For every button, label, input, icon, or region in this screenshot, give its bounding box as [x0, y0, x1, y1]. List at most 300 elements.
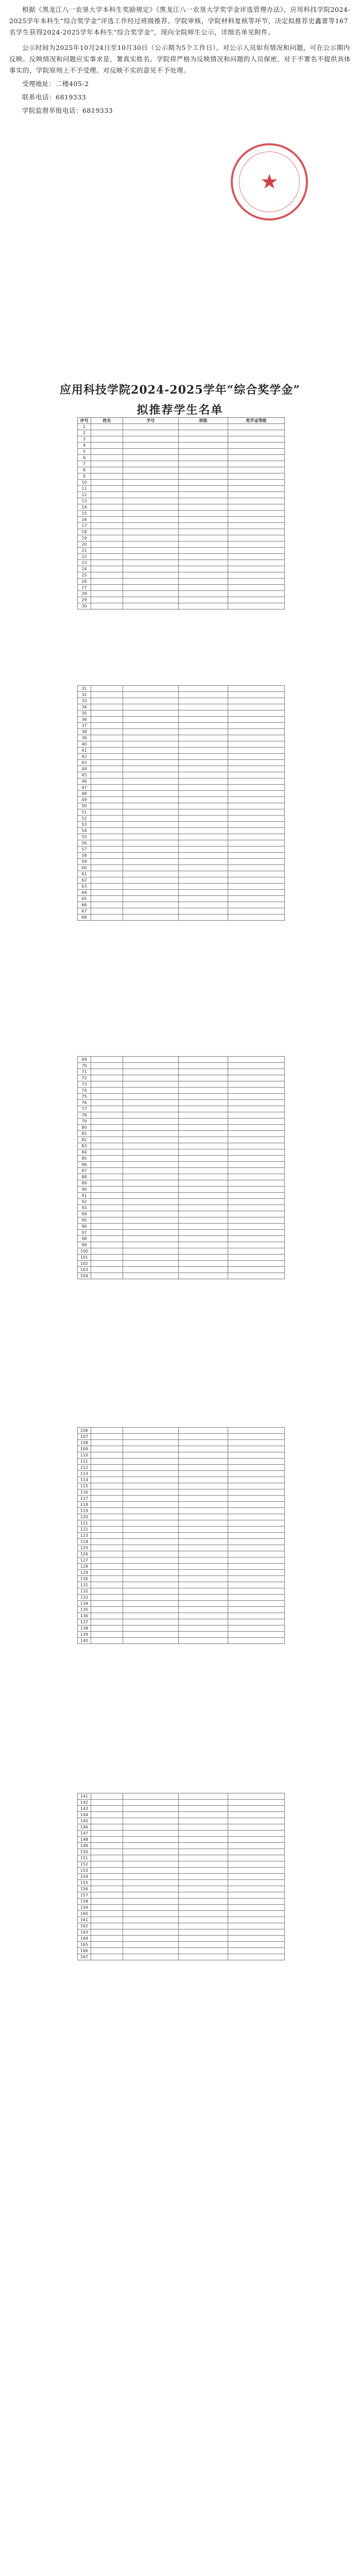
table-cell	[91, 846, 123, 853]
table-cell	[91, 603, 123, 609]
table-cell	[91, 585, 123, 591]
row-number: 167	[78, 1954, 91, 1960]
table-cell	[91, 877, 123, 884]
table-cell	[228, 461, 285, 467]
row-number: 19	[78, 535, 91, 541]
table-cell	[91, 1545, 123, 1551]
table-cell	[228, 1199, 285, 1205]
table-cell	[91, 1582, 123, 1588]
table-cell	[123, 1168, 179, 1174]
table-cell	[228, 566, 285, 572]
table-row	[78, 1793, 285, 1800]
row-number: 66	[78, 902, 91, 908]
row-number: 83	[78, 1143, 91, 1149]
student-table	[77, 1427, 285, 1644]
table-row	[78, 1477, 285, 1483]
row-number: 38	[78, 729, 91, 735]
table-cell	[228, 1094, 285, 1100]
row-number: 62	[78, 877, 91, 884]
table-cell	[91, 896, 123, 902]
table-cell	[228, 591, 285, 597]
table-cell	[123, 1428, 179, 1434]
row-number: 97	[78, 1230, 91, 1236]
table-cell	[123, 473, 179, 480]
table-cell	[228, 1057, 285, 1063]
table-cell	[123, 1545, 179, 1551]
table-cell	[179, 1905, 228, 1911]
row-number: 56	[78, 840, 91, 846]
table-cell	[123, 1149, 179, 1156]
table-cell	[91, 523, 123, 529]
row-number: 41	[78, 748, 91, 754]
table-cell	[228, 1632, 285, 1638]
row-number: 73	[78, 1081, 91, 1088]
row-number: 17	[78, 523, 91, 529]
table-cell	[91, 480, 123, 486]
contact-address: 受理地址：二楼405-2	[22, 80, 89, 88]
table-row	[78, 1459, 285, 1465]
table-row	[78, 1570, 285, 1576]
table-row	[78, 1242, 285, 1248]
table-cell	[179, 871, 228, 877]
table-cell	[179, 1094, 228, 1100]
table-cell	[179, 710, 228, 717]
table-cell	[91, 1818, 123, 1824]
table-row	[78, 859, 285, 865]
table-cell	[123, 1812, 179, 1818]
table-cell	[228, 1100, 285, 1106]
row-number: 37	[78, 723, 91, 729]
table-cell	[123, 1483, 179, 1489]
table-row	[78, 1595, 285, 1601]
table-cell	[228, 541, 285, 548]
table-cell	[91, 717, 123, 723]
table-header-cell: 序号	[78, 418, 91, 424]
row-number: 71	[78, 1069, 91, 1075]
table-cell	[179, 461, 228, 467]
table-cell	[123, 430, 179, 436]
row-number: 113	[78, 1471, 91, 1477]
table-cell	[123, 754, 179, 760]
table-cell	[179, 748, 228, 754]
table-cell	[123, 1094, 179, 1100]
table-cell	[228, 846, 285, 853]
table-cell	[179, 1187, 228, 1193]
table-cell	[228, 778, 285, 785]
table-cell	[179, 1471, 228, 1477]
table-row	[78, 492, 285, 498]
table-cell	[179, 890, 228, 896]
table-row	[78, 1211, 285, 1217]
table-cell	[179, 1477, 228, 1483]
row-number: 114	[78, 1477, 91, 1483]
row-number: 64	[78, 890, 91, 896]
table-cell	[179, 1849, 228, 1855]
table-row	[78, 1081, 285, 1088]
table-row	[78, 1261, 285, 1267]
table-cell	[123, 1948, 179, 1954]
table-cell	[91, 865, 123, 871]
title-line-2: 拟推荐学生名单	[136, 403, 224, 417]
table-cell	[91, 1899, 123, 1905]
row-number: 13	[78, 498, 91, 504]
table-cell	[228, 890, 285, 896]
table-cell	[179, 1508, 228, 1514]
table-cell	[179, 698, 228, 704]
table-row	[78, 1199, 285, 1205]
notice-paragraph-1: 根据《黑龙江八一农垦大学本科生奖励规定》《黑龙江八一农垦大学奖学金评选管理办法》，应用科技学院2024-2025学年本科生“综合奖学金”评选工作经过班级推荐、学院审核，学院材料复核等环节，决定拟推荐史鑫蕾等167名学生获得2024-2025学年本科生“综合奖学金”，现向全院师生公示，详细名单见附件。	[9, 6, 351, 36]
table-cell	[123, 1273, 179, 1279]
table-cell	[228, 1880, 285, 1886]
table-cell	[91, 1942, 123, 1948]
table-cell	[179, 498, 228, 504]
table-cell	[179, 822, 228, 828]
table-cell	[123, 498, 179, 504]
row-number: 10	[78, 480, 91, 486]
row-number: 3	[78, 436, 91, 443]
student-table	[77, 685, 285, 921]
table-cell	[179, 1638, 228, 1644]
table-cell	[123, 1880, 179, 1886]
table-cell	[179, 486, 228, 492]
row-number: 140	[78, 1638, 91, 1644]
table-row	[78, 1557, 285, 1564]
table-row	[78, 840, 285, 846]
row-number: 89	[78, 1180, 91, 1187]
table-cell	[91, 597, 123, 603]
table-cell	[91, 772, 123, 778]
table-row	[78, 523, 285, 529]
table-cell	[228, 785, 285, 791]
row-number: 144	[78, 1812, 91, 1818]
table-cell	[123, 1211, 179, 1217]
table-row	[78, 1806, 285, 1812]
table-cell	[179, 1576, 228, 1582]
table-row	[78, 473, 285, 480]
table-cell	[91, 443, 123, 449]
row-number: 161	[78, 1917, 91, 1923]
table-cell	[179, 1514, 228, 1520]
table-cell	[91, 1106, 123, 1112]
table-row	[78, 772, 285, 778]
table-row	[78, 760, 285, 766]
table-cell	[179, 436, 228, 443]
table-cell	[123, 1471, 179, 1477]
table-cell	[123, 1174, 179, 1180]
table-cell	[179, 1440, 228, 1446]
table-cell	[179, 1874, 228, 1880]
table-cell	[123, 1452, 179, 1459]
row-number: 78	[78, 1112, 91, 1118]
table-cell	[123, 1874, 179, 1880]
table-cell	[123, 1230, 179, 1236]
table-cell	[123, 1824, 179, 1831]
table-row	[78, 1899, 285, 1905]
table-cell	[228, 1063, 285, 1069]
table-row	[78, 828, 285, 834]
table-cell	[91, 1168, 123, 1174]
table-cell	[228, 1217, 285, 1224]
table-cell	[123, 748, 179, 754]
table-cell	[179, 1248, 228, 1255]
table-row	[78, 1868, 285, 1874]
table-cell	[123, 729, 179, 735]
table-cell	[123, 1224, 179, 1230]
row-number: 92	[78, 1199, 91, 1205]
table-cell	[228, 1205, 285, 1211]
table-cell	[228, 1236, 285, 1242]
table-row	[78, 1446, 285, 1452]
table-cell	[91, 579, 123, 585]
row-number: 67	[78, 908, 91, 914]
table-cell	[91, 1806, 123, 1812]
table-cell	[228, 1118, 285, 1125]
table-row	[78, 1601, 285, 1607]
table-row	[78, 1434, 285, 1440]
table-cell	[91, 884, 123, 890]
row-number: 132	[78, 1588, 91, 1595]
table-cell	[179, 455, 228, 461]
table-cell	[179, 1831, 228, 1837]
row-number: 163	[78, 1929, 91, 1936]
table-cell	[228, 467, 285, 473]
table-cell	[179, 1137, 228, 1143]
table-cell	[179, 760, 228, 766]
table-row	[78, 816, 285, 822]
table-cell	[123, 859, 179, 865]
table-row	[78, 1520, 285, 1527]
table-cell	[228, 1131, 285, 1137]
table-cell	[123, 1800, 179, 1806]
table-cell	[91, 809, 123, 816]
student-table	[77, 1056, 285, 1279]
table-cell	[91, 1187, 123, 1193]
table-cell	[123, 853, 179, 859]
table-cell	[91, 735, 123, 741]
table-cell	[123, 1929, 179, 1936]
table-cell	[91, 1892, 123, 1899]
table-cell	[123, 1199, 179, 1205]
table-cell	[228, 1843, 285, 1849]
table-cell	[179, 1899, 228, 1905]
row-number: 45	[78, 772, 91, 778]
table-cell	[179, 778, 228, 785]
table-row	[78, 797, 285, 803]
table-cell	[91, 1156, 123, 1162]
table-cell	[91, 741, 123, 748]
table-cell	[123, 1533, 179, 1539]
table-cell	[228, 1831, 285, 1837]
table-row	[78, 686, 285, 692]
table-cell	[91, 1143, 123, 1149]
table-cell	[123, 1911, 179, 1917]
row-number: 108	[78, 1440, 91, 1446]
row-number: 11	[78, 486, 91, 492]
table-cell	[179, 1551, 228, 1557]
table-cell	[91, 686, 123, 692]
row-number: 143	[78, 1806, 91, 1812]
table-cell	[228, 1917, 285, 1923]
table-cell	[91, 853, 123, 859]
table-cell	[228, 1261, 285, 1267]
table-cell	[91, 1273, 123, 1279]
table-cell	[91, 1557, 123, 1564]
table-cell	[179, 1942, 228, 1948]
table-cell	[123, 785, 179, 791]
table-cell	[91, 1459, 123, 1465]
table-cell	[228, 1520, 285, 1527]
table-cell	[123, 486, 179, 492]
table-cell	[228, 1638, 285, 1644]
table-cell	[123, 1570, 179, 1576]
table-cell	[179, 529, 228, 535]
table-row	[78, 914, 285, 921]
table-cell	[91, 1570, 123, 1576]
table-row	[78, 1576, 285, 1582]
table-cell	[228, 1570, 285, 1576]
table-cell	[123, 1843, 179, 1849]
table-row	[78, 692, 285, 698]
table-cell	[123, 1625, 179, 1632]
table-cell	[123, 1106, 179, 1112]
table-header-cell: 班级	[179, 418, 228, 424]
row-number: 101	[78, 1255, 91, 1261]
table-cell	[228, 1168, 285, 1174]
table-cell	[91, 424, 123, 430]
table-cell	[228, 1824, 285, 1831]
table-cell	[228, 1806, 285, 1812]
table-cell	[91, 1180, 123, 1187]
row-number: 39	[78, 735, 91, 741]
table-row	[78, 572, 285, 579]
table-cell	[179, 1100, 228, 1106]
table-row	[78, 554, 285, 560]
row-number: 155	[78, 1880, 91, 1886]
table-cell	[179, 1923, 228, 1929]
row-number: 77	[78, 1106, 91, 1112]
table-cell	[91, 449, 123, 455]
table-cell	[91, 1230, 123, 1236]
table-cell	[123, 541, 179, 548]
table-cell	[123, 1261, 179, 1267]
table-cell	[91, 1601, 123, 1607]
table-row	[78, 1923, 285, 1929]
table-cell	[228, 1081, 285, 1088]
table-cell	[91, 1527, 123, 1533]
table-cell	[123, 1905, 179, 1911]
row-number: 112	[78, 1465, 91, 1471]
table-row	[78, 1156, 285, 1162]
table-cell	[91, 785, 123, 791]
table-cell	[228, 554, 285, 560]
table-cell	[228, 1595, 285, 1601]
row-number: 40	[78, 741, 91, 748]
row-number: 104	[78, 1273, 91, 1279]
table-cell	[179, 504, 228, 511]
table-cell	[123, 1063, 179, 1069]
table-cell	[91, 1217, 123, 1224]
table-cell	[228, 1942, 285, 1948]
row-number: 126	[78, 1551, 91, 1557]
table-row	[78, 723, 285, 729]
table-cell	[179, 603, 228, 609]
table-row	[78, 1942, 285, 1948]
table-cell	[91, 1162, 123, 1168]
table-cell	[228, 735, 285, 741]
table-cell	[228, 1557, 285, 1564]
table-cell	[228, 523, 285, 529]
table-row	[78, 1874, 285, 1880]
table-cell	[179, 1929, 228, 1936]
table-cell	[91, 1619, 123, 1625]
table-row	[78, 579, 285, 585]
table-cell	[228, 772, 285, 778]
row-number: 65	[78, 896, 91, 902]
table-row	[78, 846, 285, 853]
table-cell	[91, 698, 123, 704]
table-cell	[228, 809, 285, 816]
table-cell	[91, 1471, 123, 1477]
table-cell	[91, 1936, 123, 1942]
table-cell	[91, 1131, 123, 1137]
table-cell	[179, 1892, 228, 1899]
table-cell	[179, 560, 228, 566]
table-cell	[228, 1440, 285, 1446]
table-row	[78, 1452, 285, 1459]
table-cell	[228, 710, 285, 717]
table-cell	[228, 791, 285, 797]
table-cell	[179, 1502, 228, 1508]
table-cell	[91, 692, 123, 698]
table-row	[78, 424, 285, 430]
table-cell	[123, 1837, 179, 1843]
table-cell	[228, 692, 285, 698]
row-number: 109	[78, 1446, 91, 1452]
row-number: 166	[78, 1948, 91, 1954]
table-cell	[179, 1948, 228, 1954]
table-cell	[179, 585, 228, 591]
table-cell	[91, 1812, 123, 1818]
row-number: 35	[78, 710, 91, 717]
row-number: 127	[78, 1557, 91, 1564]
table-cell	[91, 1137, 123, 1143]
row-number: 115	[78, 1483, 91, 1489]
row-number: 12	[78, 492, 91, 498]
row-number: 118	[78, 1502, 91, 1508]
table-cell	[179, 1954, 228, 1960]
table-row	[78, 1824, 285, 1831]
row-number: 99	[78, 1242, 91, 1248]
row-number: 150	[78, 1849, 91, 1855]
table-cell	[123, 1118, 179, 1125]
table-cell	[228, 1434, 285, 1440]
row-number: 60	[78, 865, 91, 871]
table-cell	[228, 803, 285, 809]
table-cell	[179, 1217, 228, 1224]
table-cell	[91, 1917, 123, 1923]
contact-supervise-phone: 学院监督举报电话：6819333	[22, 107, 113, 114]
table-cell	[123, 902, 179, 908]
table-row	[78, 1812, 285, 1818]
table-cell	[91, 504, 123, 511]
table-cell	[228, 1125, 285, 1131]
table-cell	[91, 1843, 123, 1849]
table-cell	[179, 1180, 228, 1187]
table-cell	[179, 541, 228, 548]
table-cell	[123, 1440, 179, 1446]
row-number: 70	[78, 1063, 91, 1069]
table-cell	[179, 1582, 228, 1588]
